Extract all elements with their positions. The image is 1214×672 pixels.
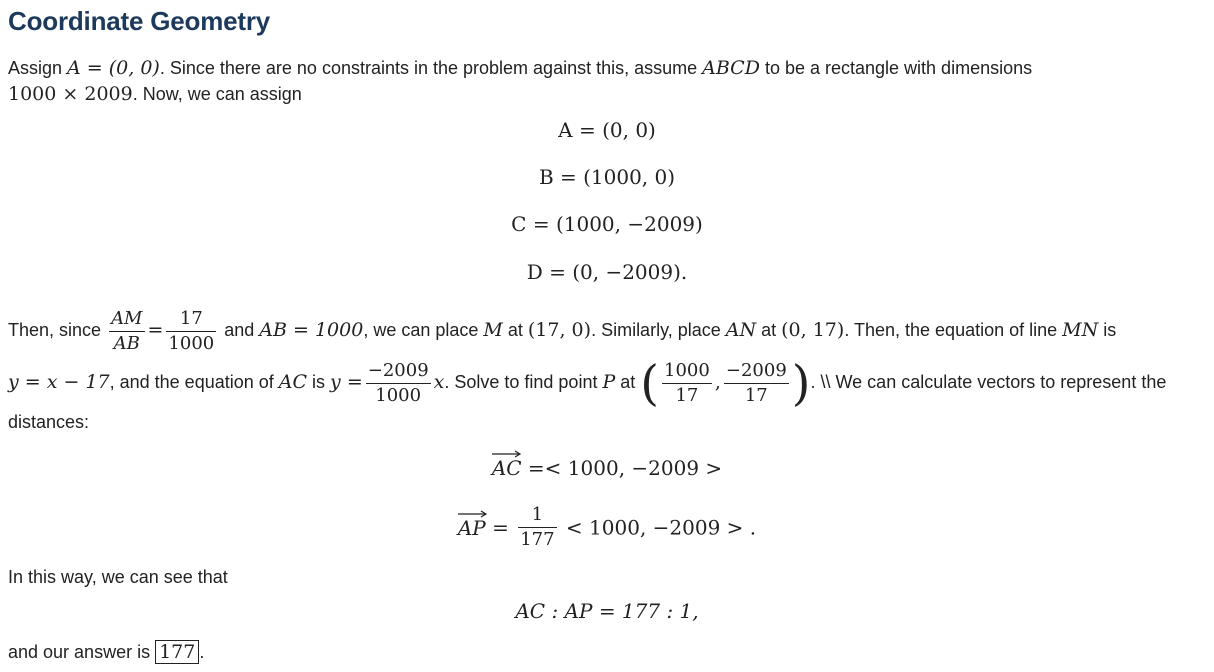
vector-ac-label [492, 456, 522, 480]
denominator: 177 [520, 529, 555, 550]
answer-box: 177 [155, 640, 199, 664]
fraction-slope [366, 359, 431, 408]
denominator: 17 [662, 383, 712, 408]
equation-d: D = (0, −2009). [526, 260, 688, 284]
math: ABCD [702, 57, 760, 79]
math: (0, 17) [781, 319, 845, 341]
text: . Solve to find point [444, 372, 603, 392]
text: at [756, 320, 782, 340]
paragraph-assign [8, 56, 1032, 80]
math: P [602, 371, 616, 393]
math: AN [725, 319, 757, 341]
vector-name: AP [457, 515, 486, 540]
text: and [219, 320, 260, 340]
text: is [307, 372, 331, 392]
vector-ac [0, 456, 1214, 480]
text: , we can place [363, 320, 484, 340]
numerator: 1000 [664, 359, 710, 381]
math: x [433, 371, 445, 393]
equation-b: B = (1000, 0) [538, 165, 676, 189]
vector-arrow-icon [492, 450, 522, 458]
text: , and the equation of [109, 372, 279, 392]
equation-c: C = (1000, −2009) [511, 212, 703, 236]
numerator: 17 [179, 307, 203, 329]
math: , [714, 371, 721, 393]
math: = [147, 319, 164, 341]
paragraph-assign-cont [8, 82, 302, 106]
denominator: 1000 [366, 383, 431, 408]
denominator: AB [109, 331, 144, 356]
fraction-py [724, 359, 789, 408]
text: . Then, the equation of line [844, 320, 1063, 340]
text: at [502, 320, 528, 340]
vector-name: AC [491, 456, 522, 480]
math: AB = 1000 [259, 319, 364, 341]
fraction-1-177 [518, 503, 556, 552]
fraction-px [662, 359, 712, 408]
math: y = [330, 371, 363, 393]
denominator: 1000 [168, 332, 215, 354]
numerator: −2009 [725, 359, 787, 381]
math: < 1000, −2009 > . [559, 515, 757, 540]
vector-ap [0, 503, 1214, 552]
numerator: 1 [531, 504, 544, 525]
vector-ap-label [458, 516, 486, 540]
text: . Now, we can assign [132, 84, 302, 104]
paragraph-equation-lines [8, 354, 1166, 410]
math: = [485, 515, 516, 540]
paragraph-distances: distances: [8, 412, 90, 432]
denominator: 17 [724, 383, 789, 408]
math: AC [278, 371, 308, 393]
text: Then, since [8, 320, 107, 340]
fraction-17-1000 [166, 307, 216, 356]
math: A = (0, 0) [67, 57, 160, 79]
math: y = x − 17 [8, 371, 110, 393]
math: =< 1000, −2009 > [521, 456, 723, 480]
text: to be a rectangle with dimensions [759, 58, 1033, 78]
left-paren: ( [640, 355, 660, 412]
paragraph-answer [8, 640, 204, 664]
math: M [483, 319, 503, 341]
text: and our answer is [8, 642, 156, 662]
section-heading: Coordinate Geometry [8, 6, 271, 36]
text: . [199, 642, 205, 662]
fraction-am-ab [109, 307, 144, 356]
numerator: −2009 [367, 359, 429, 381]
math: MN [1062, 319, 1099, 341]
text: . Similarly, place [591, 320, 726, 340]
math: (17, 0) [527, 319, 592, 341]
vector-arrow-icon [458, 510, 488, 518]
equation-a: A = (0, 0) [558, 118, 656, 142]
numerator: AM [111, 307, 143, 329]
text: at [615, 372, 641, 392]
text: . \\ We can calculate vectors to represent the [810, 372, 1167, 392]
ratio-equation: AC : AP = 177 : 1, [515, 599, 699, 623]
math: 1000 × 2009 [8, 83, 133, 105]
text: is [1098, 320, 1117, 340]
text: . Since there are no constraints in the problem against this, assume [159, 58, 703, 78]
right-paren: ) [791, 355, 811, 412]
text: Assign [8, 58, 68, 78]
paragraph-in-this-way: In this way, we can see that [8, 567, 228, 587]
paragraph-then [8, 305, 1116, 356]
